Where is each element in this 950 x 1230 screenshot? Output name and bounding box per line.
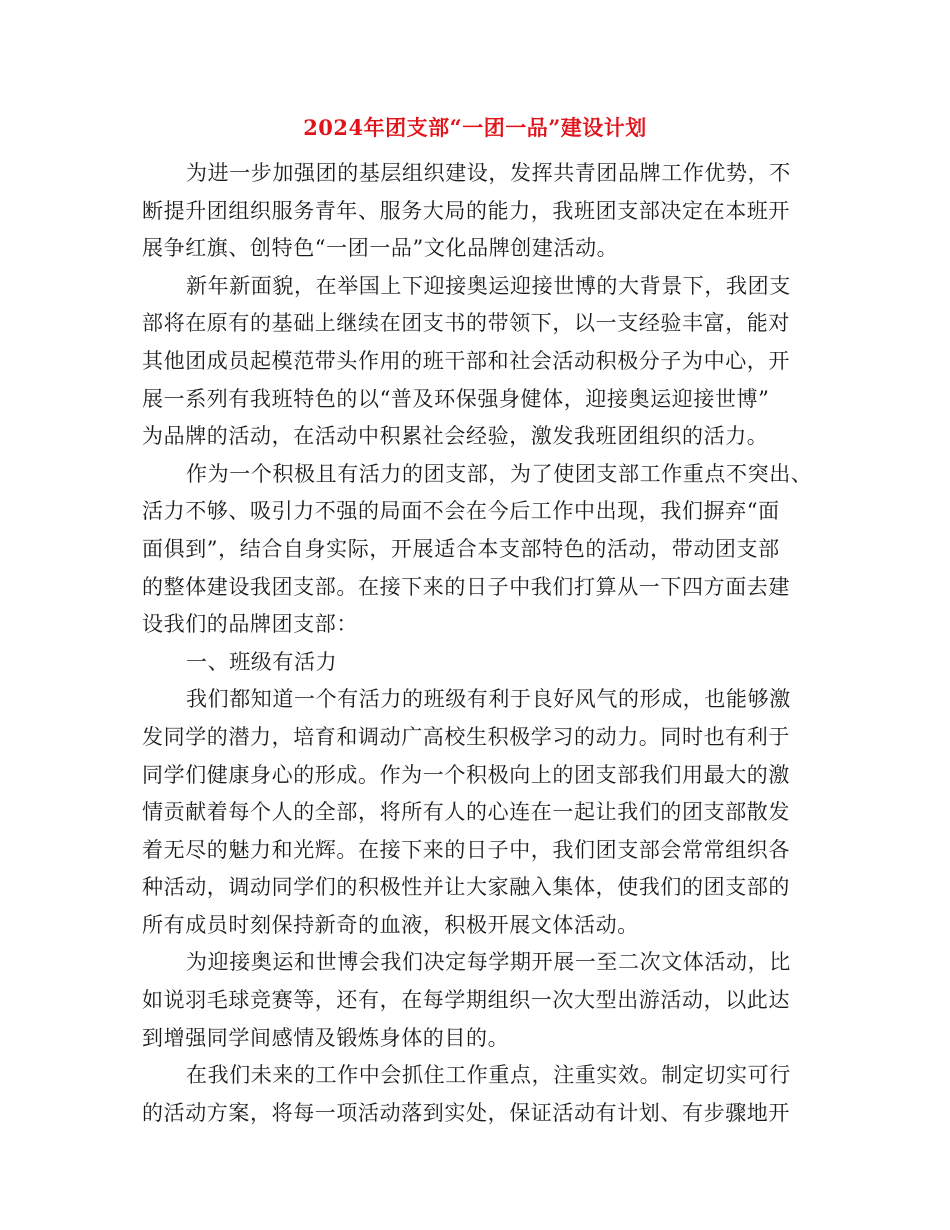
paragraph-approach — [142, 456, 813, 644]
paragraph-line: 其他团成员起模范带头作用的班干部和社会活动积极分子为中心，开 — [142, 348, 790, 373]
paragraph-line: 着无尽的魅力和光辉。在接下来的日子中，我们团支部会常常组织各 — [142, 837, 790, 862]
paragraph-focus — [142, 1057, 802, 1132]
paragraph-line: 部将在原有的基础上继续在团支书的带领下，以一支经验丰富，能对 — [142, 311, 790, 336]
paragraph-line: 设我们的品牌团支部： — [142, 612, 358, 637]
paragraph-line: 同学们健康身心的形成。作为一个积极向上的团支部我们用最大的激 — [142, 762, 790, 787]
paragraph-line: 种活动，调动同学们的积极性并让大家融入集体，使我们的团支部的 — [142, 875, 790, 900]
section-heading — [142, 644, 802, 682]
paragraph-line: 活力不够、吸引力不强的局面不会在今后工作中出现，我们摒弃“面 — [142, 499, 780, 524]
paragraph-line: 到增强同学间感情及锻炼身体的目的。 — [142, 1025, 510, 1050]
paragraph-line: 在我们未来的工作中会抓住工作重点，注重实效。制定切实可行 — [186, 1063, 791, 1088]
paragraph-background — [142, 268, 802, 456]
paragraph-line: 面俱到”，结合自身实际，开展适合本支部特色的活动，带动团支部 — [142, 536, 780, 561]
paragraph-intro — [142, 155, 802, 268]
paragraph-line: 展一系列有我班特色的以“普及环保强身健体，迎接奥运迎接世博” — [142, 386, 770, 411]
paragraph-line: 的整体建设我团支部。在接下来的日子中我们打算从一下四方面去建 — [142, 574, 790, 599]
paragraph-line: 如说羽毛球竞赛等，还有，在每学期组织一次大型出游活动，以此达 — [142, 988, 790, 1013]
paragraph-line: 为进一步加强团的基层组织建设，发挥共青团品牌工作优势，不 — [186, 161, 791, 185]
paragraph-line: 展争红旗、创特色“一团一品”文化品牌创建活动。 — [142, 236, 619, 261]
document-body — [142, 155, 813, 1132]
section-heading-text: 一、班级有活力 — [186, 649, 338, 674]
paragraph-line: 所有成员时刻保持新奇的血液，积极开展文体活动。 — [142, 912, 639, 937]
paragraph-line: 新年新面貌，在举国上下迎接奥运迎接世博的大背景下，我团支 — [186, 273, 791, 298]
paragraph-line: 为品牌的活动，在活动中积累社会经验，激发我班团组织的活力。 — [142, 424, 769, 449]
paragraph-line: 作为一个积极且有活力的团支部，为了使团支部工作重点不突出、 — [186, 461, 813, 486]
paragraph-line: 为迎接奥运和世博会我们决定每学期开展一至二次文体活动，比 — [186, 950, 791, 975]
paragraph-line: 发同学的潜力，培育和调动广高校生积极学习的动力。同时也有利于 — [142, 724, 790, 749]
paragraph-activities — [142, 944, 802, 1057]
paragraph-line: 情贡献着每个人的全部，将所有人的心连在一起让我们的团支部散发 — [142, 800, 790, 825]
paragraph-class-vitality — [142, 681, 802, 944]
paragraph-line: 我们都知道一个有活力的班级有利于良好风气的形成，也能够激 — [186, 687, 791, 712]
paragraph-line: 的活动方案，将每一项活动落到实处，保证活动有计划、有步骤地开 — [142, 1100, 790, 1125]
paragraph-line: 断提升团组织服务青年、服务大局的能力，我班团支部决定在本班开 — [142, 198, 790, 223]
document-title: 2024年团支部“一团一品”建设计划 — [303, 115, 647, 140]
